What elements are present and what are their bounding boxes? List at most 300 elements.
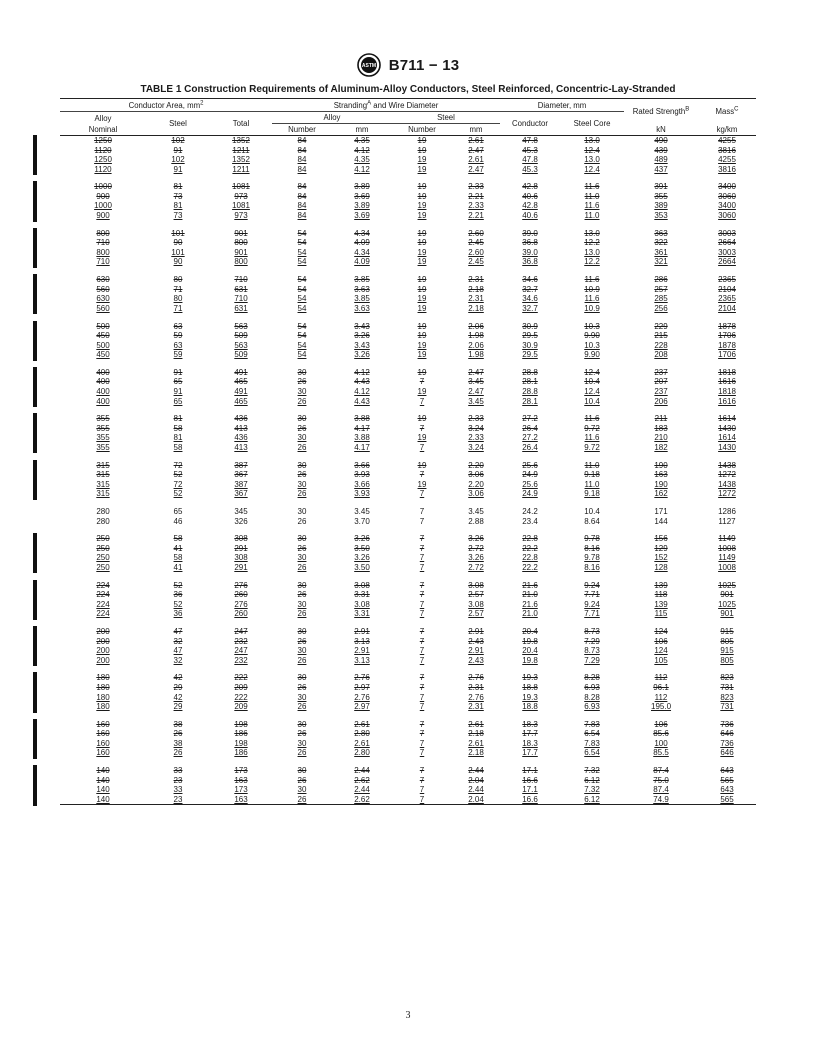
table-cell: 250 — [96, 543, 110, 553]
table-cell: 16.6 — [522, 775, 538, 785]
table-cell: 4.12 — [354, 145, 370, 155]
table-cell: 2.61 — [354, 738, 370, 748]
table-cell: 1008 — [718, 562, 736, 572]
table-cell: 1438 — [718, 460, 736, 470]
table-cell: 23 — [173, 775, 183, 785]
table-cell: 2.43 — [468, 655, 484, 665]
table-cell: 3.63 — [354, 284, 370, 294]
table-cell: 59 — [173, 331, 183, 341]
table-cell: 1000 — [94, 201, 112, 211]
table-cell: 1286 — [718, 507, 736, 516]
table-cell: 3003 — [718, 247, 736, 257]
table-cell: 353 — [654, 211, 668, 221]
table-cell: 112 — [654, 692, 668, 702]
table-cell: 91 — [173, 367, 183, 377]
table-cell: 26 — [297, 590, 307, 600]
table-cell: 3816 — [718, 145, 736, 155]
header-conductor-area: Conductor Area, $mm^2$ — [60, 99, 272, 112]
table-cell: 81 — [173, 433, 183, 443]
table-cell: 100 — [654, 738, 668, 748]
table-cell: 823 — [720, 692, 734, 702]
table-cell: 3.50 — [354, 543, 370, 553]
table-cell: 90 — [173, 257, 183, 267]
table-cell: 3.31 — [354, 590, 370, 600]
table-cell: 3003 — [718, 228, 736, 238]
table-cell: 3.66 — [354, 460, 370, 470]
table-cell: 237 — [654, 367, 668, 377]
table-cell: 16.6 — [500, 795, 560, 805]
table-cell: 25.6 — [522, 460, 538, 470]
table-cell: 4.17 — [354, 423, 370, 433]
table-cell: 9.18 — [584, 489, 600, 499]
table-cell: 900 — [96, 191, 110, 201]
table-cell: 11.6 — [584, 294, 600, 304]
table-cell: 7.83 — [584, 719, 600, 729]
group-spacer — [60, 758, 756, 766]
table-cell: 30.9 — [522, 321, 538, 331]
table-cell: 11.6 — [584, 275, 600, 285]
table-cell: 7 — [419, 442, 425, 452]
table-cell: 400 — [96, 386, 110, 396]
table-cell: 3.45 — [468, 396, 484, 406]
table-cell: 222 — [234, 673, 248, 683]
table-cell: 29.5 — [522, 350, 538, 360]
table-cell: 3.88 — [354, 433, 370, 443]
table-cell: 54 — [297, 294, 307, 304]
table-cell: 731 — [720, 682, 734, 692]
table-cell: 65 — [173, 377, 183, 387]
table-cell: 224 — [96, 599, 110, 609]
table-cell: 291 — [234, 543, 248, 553]
table-cell: 490 — [654, 136, 668, 145]
table-cell: 3.50 — [354, 562, 370, 572]
table-cell: 182 — [654, 442, 668, 452]
table-cell: 85.5 — [653, 748, 669, 758]
table-cell: 18.8 — [522, 682, 538, 692]
table-cell: 11.6 — [584, 182, 600, 192]
table-cell: 13.0 — [584, 136, 600, 145]
table-cell: 30.9 — [522, 340, 538, 350]
table-cell: 367 — [234, 470, 248, 480]
table-cell: 91 — [173, 386, 183, 396]
table-cell: 11.0 — [584, 191, 600, 201]
table-row-deleted — [60, 673, 756, 683]
table-cell: 19 — [417, 182, 427, 192]
header-steel-core: Steel Core — [560, 112, 624, 136]
table-cell: 489 — [654, 155, 668, 165]
table-cell: 140 — [60, 795, 146, 805]
table-cell: 3.89 — [354, 182, 370, 192]
table-cell: 30 — [297, 479, 307, 489]
table-row-added — [60, 739, 756, 749]
table-cell: 19 — [417, 294, 427, 304]
table-cell: 10.9 — [584, 284, 600, 294]
table-cell: 3.24 — [468, 423, 484, 433]
table-row-added — [60, 785, 756, 795]
table-row-added — [60, 155, 756, 165]
table-cell: 11.6 — [584, 433, 600, 443]
table-cell: 52 — [173, 470, 183, 480]
table-cell: 42 — [173, 673, 183, 683]
table-cell: 34.6 — [522, 275, 538, 285]
table-cell: 52 — [173, 489, 183, 499]
table-cell: 1000 — [94, 182, 112, 192]
table-cell: 19 — [417, 284, 427, 294]
table-cell: 3.70 — [354, 516, 370, 526]
group-spacer — [60, 174, 756, 182]
table-cell: 2.31 — [468, 294, 484, 304]
table-cell: 1149 — [718, 534, 736, 544]
table-cell: 222 — [234, 692, 248, 702]
header-alloy-nominal: Alloy Nominal — [60, 112, 146, 136]
table-cell: 1025 — [718, 580, 736, 590]
table-row-added — [60, 211, 756, 221]
table-cell: 260 — [234, 590, 248, 600]
table-cell: 509 — [234, 350, 248, 360]
table-cell: 10.3 — [584, 321, 600, 331]
table-cell: 40.6 — [522, 191, 538, 201]
table-cell: 63 — [173, 321, 183, 331]
table-cell: 4255 — [718, 155, 736, 165]
revision-bar — [33, 765, 37, 806]
table-cell: 3.26 — [354, 534, 370, 544]
table-row-added — [60, 553, 756, 563]
table-cell: 400 — [96, 377, 110, 387]
header-alloy-mm: mm — [332, 124, 392, 136]
table-cell: 195.0 — [651, 702, 672, 712]
table-cell: 30 — [297, 719, 307, 729]
table-cell: 129 — [654, 543, 668, 553]
table-cell: 436 — [234, 433, 248, 443]
group-spacer — [60, 619, 756, 627]
table-cell: 2.76 — [354, 692, 370, 702]
header-alloy: Alloy — [272, 112, 392, 124]
table-cell: 2.04 — [452, 795, 500, 805]
table-cell: 2.31 — [468, 702, 484, 712]
table-cell: 19 — [417, 201, 427, 211]
table-cell: 355 — [96, 433, 110, 443]
table-cell: 6.93 — [584, 702, 600, 712]
table-cell: 315 — [96, 489, 110, 499]
table-cell: 71 — [173, 303, 183, 313]
table-cell: 250 — [96, 553, 110, 563]
table-cell: 200 — [96, 627, 110, 637]
table-cell: 17.1 — [522, 766, 538, 776]
table-cell: 40.6 — [522, 211, 538, 221]
table-cell: 36 — [173, 590, 183, 600]
table-cell: 643 — [720, 785, 734, 795]
group-spacer — [60, 406, 756, 414]
table-cell: 101 — [171, 247, 185, 257]
table-row-deleted — [60, 544, 756, 554]
table-cell: 17.7 — [522, 729, 538, 739]
table-cell: 19 — [417, 460, 427, 470]
table-cell: 210 — [654, 433, 668, 443]
table-cell: 355 — [96, 442, 110, 452]
table-cell: 800 — [234, 257, 248, 267]
table-row-added — [60, 693, 756, 703]
table-cell: 45.3 — [522, 145, 538, 155]
table-cell: 106 — [654, 719, 668, 729]
table-cell: 84 — [297, 155, 307, 165]
table-cell: 58 — [173, 534, 183, 544]
table-cell: 2.21 — [468, 191, 484, 201]
table-cell: 2.76 — [468, 673, 484, 683]
table-cell: 156 — [654, 534, 668, 544]
table-cell: 19 — [417, 386, 427, 396]
table-cell: 2.33 — [468, 201, 484, 211]
table-cell: 26 — [297, 377, 307, 387]
standard-designation: B711 − 13 — [388, 56, 460, 74]
table-cell: 30 — [297, 627, 307, 637]
table-cell: 565 — [698, 795, 756, 805]
table-cell: 84 — [297, 182, 307, 192]
table-cell: 90 — [173, 238, 183, 248]
table-row-added — [60, 257, 756, 267]
table-cell: 4.09 — [354, 238, 370, 248]
table-cell: 128 — [654, 562, 668, 572]
table-row-deleted — [60, 424, 756, 434]
header-rated-strength: Rated Strength$^B$ — [624, 99, 698, 124]
table-cell: 32.7 — [522, 284, 538, 294]
table-cell: 4255 — [718, 136, 736, 145]
table-cell: 710 — [96, 238, 110, 248]
table-cell: 7 — [419, 785, 425, 795]
header-stranding: Stranding$^A$ and Wire Diameter — [272, 99, 500, 112]
table-cell: 2.18 — [468, 748, 484, 758]
table-row-added — [60, 702, 756, 712]
table-cell: 24.9 — [522, 470, 538, 480]
table-cell: 367 — [234, 489, 248, 499]
table-cell: 7 — [419, 627, 425, 637]
table-cell: 630 — [96, 275, 110, 285]
table-cell: 207 — [654, 377, 668, 387]
table-cell: 229 — [654, 321, 668, 331]
table-cell: 140 — [96, 766, 110, 776]
table-row-added — [60, 480, 756, 490]
table-cell: 23.4 — [522, 516, 538, 526]
table-cell: 102 — [171, 136, 185, 145]
astm-logo-icon — [357, 53, 381, 77]
revision-bar — [33, 580, 37, 620]
table-cell: 3.26 — [468, 553, 484, 563]
table-cell: 247 — [234, 627, 248, 637]
table-cell: 32 — [173, 655, 183, 665]
table-row-deleted — [60, 461, 756, 471]
table-cell: 4.34 — [354, 228, 370, 238]
table-cell: 36.8 — [522, 257, 538, 267]
table-cell: 34.6 — [522, 294, 538, 304]
table-cell: 23 — [146, 795, 210, 805]
table-row-deleted — [60, 377, 756, 387]
table-row-added — [60, 600, 756, 610]
table-cell: 2.72 — [468, 543, 484, 553]
table-cell: 101 — [171, 228, 185, 238]
table-cell: 28.8 — [522, 367, 538, 377]
table-cell: 631 — [234, 284, 248, 294]
table-cell: 915 — [720, 627, 734, 637]
table-cell: 8.73 — [584, 627, 600, 637]
table-cell: 1614 — [718, 433, 736, 443]
group-spacer — [60, 526, 756, 534]
table-cell: 26 — [297, 489, 307, 499]
table-cell: 54 — [297, 321, 307, 331]
table-cell: 280 — [96, 507, 110, 516]
table-cell: 1120 — [94, 164, 112, 174]
table-cell: 9.90 — [584, 350, 600, 360]
table-cell: 7 — [419, 423, 425, 433]
table-cell: 7 — [419, 377, 425, 387]
table-cell: 160 — [96, 748, 110, 758]
table-cell: 2.21 — [468, 211, 484, 221]
table-cell: 901 — [234, 228, 248, 238]
table-cell: 3.66 — [354, 479, 370, 489]
table-row-added — [60, 248, 756, 258]
table-cell: 7 — [419, 702, 425, 712]
table-cell: 12.4 — [584, 164, 600, 174]
table-row-deleted — [60, 470, 756, 480]
table-cell: 160 — [96, 719, 110, 729]
table-cell: 4.35 — [354, 155, 370, 165]
table-row-added — [60, 433, 756, 443]
table-cell: 3.45 — [354, 507, 370, 516]
table-cell: 163 — [654, 470, 668, 480]
table-cell: 180 — [96, 682, 110, 692]
table-cell: 41 — [173, 562, 183, 572]
table-cell: 3.88 — [354, 414, 370, 424]
table-cell: 26 — [297, 442, 307, 452]
table-cell: 91 — [173, 164, 183, 174]
table-cell: 387 — [234, 479, 248, 489]
table-cell: 3.93 — [354, 489, 370, 499]
table-cell: 65 — [173, 396, 183, 406]
table-cell: 1081 — [232, 201, 250, 211]
table-cell: 901 — [720, 609, 734, 619]
table-cell: 2.88 — [468, 516, 484, 526]
table-cell: 224 — [96, 590, 110, 600]
table-cell: 2.61 — [468, 719, 484, 729]
table-cell: 39.0 — [522, 247, 538, 257]
table-cell: 2.31 — [468, 275, 484, 285]
table-cell: 19 — [417, 321, 427, 331]
table-cell: 54 — [297, 350, 307, 360]
table-cell: 3.43 — [354, 340, 370, 350]
table-cell: 3.89 — [354, 201, 370, 211]
table-cell: 26 — [297, 775, 307, 785]
table-cell: 173 — [234, 785, 248, 795]
table-cell: 500 — [96, 340, 110, 350]
table-cell: 190 — [654, 479, 668, 489]
table-row-deleted — [60, 146, 756, 156]
table-cell: 901 — [234, 247, 248, 257]
group-spacer — [60, 712, 756, 720]
table-cell: 46 — [173, 516, 183, 526]
header-diameter: Diameter, mm — [500, 99, 624, 112]
table-cell: 1818 — [718, 386, 736, 396]
table-cell: 171 — [654, 507, 668, 516]
table-cell: 439 — [654, 145, 668, 155]
table-cell: 139 — [654, 599, 668, 609]
table-cell: 19 — [417, 433, 427, 443]
table-cell: 30 — [297, 367, 307, 377]
table-cell: 2.47 — [468, 164, 484, 174]
table-cell: 3.63 — [354, 303, 370, 313]
table-cell: 3400 — [718, 201, 736, 211]
table-cell: 450 — [96, 350, 110, 360]
table-cell: 19 — [417, 145, 427, 155]
table-cell: 509 — [234, 331, 248, 341]
table-cell: 8.28 — [584, 692, 600, 702]
table-cell: 11.0 — [584, 211, 600, 221]
table-cell: 186 — [234, 729, 248, 739]
table-cell: 209 — [234, 702, 248, 712]
table-cell: 52 — [173, 599, 183, 609]
table-cell: 200 — [96, 636, 110, 646]
table-cell: 26 — [173, 729, 183, 739]
table-row — [60, 507, 756, 517]
table-cell: 7.29 — [584, 655, 600, 665]
table-cell: 1272 — [718, 489, 736, 499]
table-cell: 2.47 — [468, 386, 484, 396]
table-cell: 18.8 — [522, 702, 538, 712]
table-cell: 71 — [173, 284, 183, 294]
table-cell: 1.98 — [468, 350, 484, 360]
table-row-added — [60, 397, 756, 407]
table-cell: 198 — [234, 738, 248, 748]
table-cell: 54 — [297, 331, 307, 341]
table-cell: 9.24 — [584, 580, 600, 590]
table-cell: 2.62 — [354, 775, 370, 785]
table-cell: 1616 — [718, 377, 736, 387]
table-cell: 81 — [173, 182, 183, 192]
table-cell: 3.26 — [354, 331, 370, 341]
table-cell: 2.91 — [468, 646, 484, 656]
table-cell: 19 — [417, 350, 427, 360]
group-spacer — [60, 452, 756, 460]
table-cell: 7 — [419, 562, 425, 572]
revision-bar — [33, 672, 37, 712]
table-cell: 7 — [419, 646, 425, 656]
table-cell: 1025 — [718, 599, 736, 609]
table-cell: 1706 — [718, 331, 736, 341]
table-cell: 7 — [419, 673, 425, 683]
table-cell: 7 — [419, 636, 425, 646]
table-cell: 10.9 — [584, 303, 600, 313]
table-cell: 19 — [417, 303, 427, 313]
table-cell: 47 — [173, 646, 183, 656]
table-cell: 4.12 — [354, 386, 370, 396]
revision-bar — [33, 413, 37, 453]
table-cell: 500 — [96, 321, 110, 331]
revision-bar — [33, 228, 37, 268]
table-cell: 805 — [720, 655, 734, 665]
table-cell: 256 — [654, 303, 668, 313]
table-cell: 4.43 — [354, 396, 370, 406]
table-cell: 3.08 — [468, 599, 484, 609]
table-cell: 30 — [297, 673, 307, 683]
table-cell: 19 — [417, 257, 427, 267]
table-cell: 710 — [234, 294, 248, 304]
table-cell: 63 — [173, 340, 183, 350]
table-cell: 10.4 — [584, 377, 600, 387]
table-cell: 2.20 — [468, 479, 484, 489]
table-cell: 355 — [96, 423, 110, 433]
table-row — [60, 517, 756, 527]
table-cell: 30 — [297, 692, 307, 702]
table-cell: 286 — [654, 275, 668, 285]
table-cell: 250 — [96, 562, 110, 572]
table-cell: 6.93 — [584, 682, 600, 692]
